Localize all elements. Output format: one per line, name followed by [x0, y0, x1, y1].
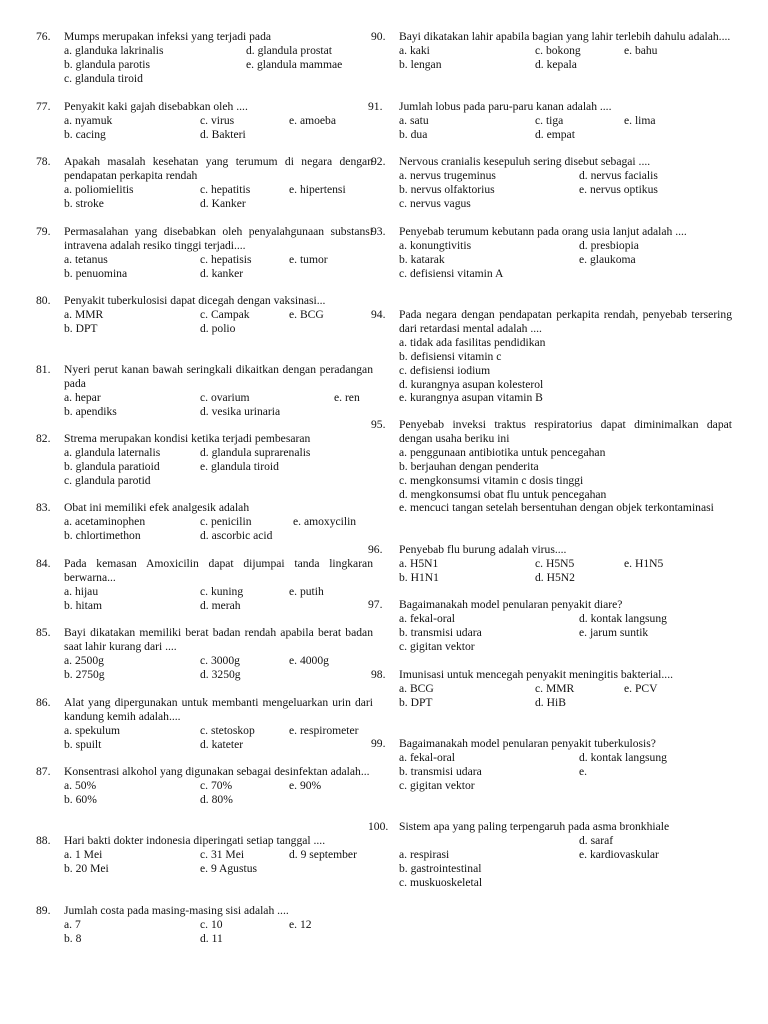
answer-option: b. glandula parotis: [64, 57, 150, 71]
answer-option: b. gastrointestinal: [399, 861, 482, 875]
answer-option: d. presbiopia: [579, 238, 639, 252]
question-100: [368, 820, 732, 890]
answer-option: d. kontak langsung: [579, 611, 667, 625]
answer-option: c. glandula parotid: [64, 473, 151, 487]
answer-option: c. hepatitis: [200, 182, 251, 196]
question-number: 89.: [36, 904, 51, 917]
answer-option: e. mencuci tangan setelah bersentuhan dengan objek terkontaminasi: [399, 501, 714, 515]
question-text: Jumlah lobus pada paru-paru kanan adalah ....: [399, 100, 612, 113]
answer-option: d. merah: [200, 598, 241, 612]
answer-option: b. 8: [64, 931, 82, 945]
question-88: [36, 834, 373, 876]
question-79: [36, 225, 373, 281]
question-text: Konsentrasi alkohol yang digunakan sebagai desinfektan adalah...: [64, 765, 370, 778]
answer-option: a. hepar: [64, 390, 101, 404]
question-text: Sistem apa yang paling terpengaruh pada asma bronkhiale: [399, 820, 670, 833]
question-number: 77.: [36, 100, 51, 113]
answer-option: e. H1N5: [624, 556, 664, 570]
question-text: Obat ini memiliki efek analgesik adalah: [64, 501, 250, 514]
answer-option: d. kateter: [200, 737, 244, 751]
answer-option: c. 31 Mei: [200, 847, 245, 861]
answer-option: c. bokong: [535, 43, 581, 57]
question-92: [371, 155, 732, 211]
answer-option: d. nervus facialis: [579, 168, 658, 182]
question-text: Penyebab inveksi traktus respiratorius dapat diminimalkan dapat dengan usaha beriku ini: [399, 418, 732, 445]
answer-option: e. 90%: [289, 778, 322, 792]
answer-option: c. defisiensi vitamin A: [399, 266, 504, 280]
question-number: 88.: [36, 834, 51, 847]
question-89: [36, 904, 373, 946]
answer-option: c. virus: [200, 113, 235, 127]
answer-option: b. cacing: [64, 127, 106, 141]
answer-option: b. nervus olfaktorius: [399, 182, 495, 196]
question-81: [36, 363, 373, 419]
answer-option: a. BCG: [399, 681, 434, 695]
question-text: Hari bakti dokter indonesia diperingati setiap tanggal ....: [64, 834, 326, 847]
question-90: [371, 30, 732, 72]
question-94: [371, 308, 732, 405]
answer-option: e. 12: [289, 917, 312, 931]
question-number: 87.: [36, 765, 51, 778]
answer-option: b. transmisi udara: [399, 625, 482, 639]
answer-option: a. hijau: [64, 584, 99, 598]
question-text: Jumlah costa pada masing-masing sisi adalah ....: [64, 904, 289, 917]
question-87: [36, 765, 373, 807]
answer-option: a. kaki: [399, 43, 430, 57]
question-84: [36, 557, 373, 613]
answer-option: a. tidak ada fasilitas pendidikan: [399, 335, 546, 349]
answer-option: d. mengkonsumsi obat flu untuk pencegahan: [399, 487, 607, 501]
answer-option: c. gigitan vektor: [399, 639, 475, 653]
answer-option: b. 20 Mei: [64, 861, 109, 875]
answer-option: b. chlortimethon: [64, 528, 141, 542]
answer-option: e. lima: [624, 113, 656, 127]
question-text: Bagaimanakah model penularan penyakit tuberkulosis?: [399, 737, 656, 750]
answer-option: a. spekulum: [64, 723, 121, 737]
answer-option: b. defisiensi vitamin c: [399, 349, 502, 363]
answer-option: c. 10: [200, 917, 223, 931]
answer-option: b. katarak: [399, 252, 445, 266]
answer-option: a. fekal-oral: [399, 750, 455, 764]
question-number: 85.: [36, 626, 51, 639]
question-97: [368, 598, 732, 654]
answer-option: d. H5N2: [535, 570, 575, 584]
answer-option: e. nervus optikus: [579, 182, 658, 196]
answer-option: c. 70%: [200, 778, 233, 792]
answer-option: e. 9 Agustus: [200, 861, 258, 875]
question-number: 93.: [371, 225, 386, 238]
question-number: 98.: [371, 668, 386, 681]
question-number: 92.: [371, 155, 386, 168]
answer-option: a. nyamuk: [64, 113, 113, 127]
answer-option: e. glandula tiroid: [200, 459, 279, 473]
answer-option: d. HiB: [535, 695, 566, 709]
answer-option: d. ascorbic acid: [200, 528, 273, 542]
answer-option: b. 60%: [64, 792, 97, 806]
answer-option: c. glandula tiroid: [64, 71, 143, 85]
answer-option: b. spuilt: [64, 737, 102, 751]
answer-option: b. penuomina: [64, 266, 128, 280]
question-text: Bayi dikatakan memiliki berat badan rendah apabila berat badan saat lahir kurang dari ....: [64, 626, 373, 653]
question-91: [368, 100, 732, 142]
answer-option: b. transmisi udara: [399, 764, 482, 778]
answer-option: d. kepala: [535, 57, 577, 71]
answer-option: b. DPT: [64, 321, 98, 335]
question-text: Penyebab terumum kebutann pada orang usia lanjut adalah ....: [399, 225, 687, 238]
answer-option: e. PCV: [624, 681, 658, 695]
answer-option: a. glanduka lakrinalis: [64, 43, 164, 57]
question-text: Penyakit kaki gajah disebabkan oleh ....: [64, 100, 248, 113]
question-text: Strema merupakan kondisi ketika terjadi pembesaran: [64, 432, 311, 445]
answer-option: e. amoeba: [289, 113, 336, 127]
answer-option: c. MMR: [535, 681, 575, 695]
answer-option: a. 7: [64, 917, 81, 931]
answer-option: b. apendiks: [64, 404, 117, 418]
answer-option: a. tetanus: [64, 252, 108, 266]
answer-option: a. nervus trugeminus: [399, 168, 496, 182]
question-text: Nyeri perut kanan bawah seringkali dikaitkan dengan peradangan pada: [64, 363, 373, 390]
question-number: 76.: [36, 30, 51, 43]
answer-option: d. 9 september: [289, 847, 357, 861]
answer-option: e.: [579, 764, 588, 778]
answer-option: e. glandula mammae: [246, 57, 343, 71]
answer-option: a. 2500g: [64, 653, 104, 667]
question-number: 78.: [36, 155, 51, 168]
answer-option: d. Bakteri: [200, 127, 246, 141]
answer-option: a. 50%: [64, 778, 97, 792]
question-number: 83.: [36, 501, 51, 514]
answer-option: d. glandula prostat: [246, 43, 332, 57]
answer-option: e. BCG: [289, 307, 324, 321]
question-number: 95.: [371, 418, 386, 431]
question-number: 81.: [36, 363, 51, 376]
answer-option: b. lengan: [399, 57, 442, 71]
question-text: Apakah masalah kesehatan yang terumum di negara dengan pendapatan perkapita rendah: [64, 155, 373, 182]
answer-option: b. stroke: [64, 196, 104, 210]
answer-option: d. polio: [200, 321, 236, 335]
question-number: 94.: [371, 308, 386, 321]
question-text: Mumps merupakan infeksi yang terjadi pada: [64, 30, 272, 43]
answer-option: c. nervus vagus: [399, 196, 471, 210]
question-95: [371, 418, 732, 515]
answer-option: b. dua: [399, 127, 428, 141]
answer-option: e. kardiovaskular: [579, 847, 659, 861]
answer-option: a. MMR: [64, 307, 104, 321]
question-text: Pada negara dengan pendapatan perkapita rendah, penyebab tersering dari retardasi mental adalah ....: [399, 308, 732, 335]
answer-option: e. glaukoma: [579, 252, 636, 266]
answer-option: c. penicilin: [200, 514, 252, 528]
answer-option: a. fekal-oral: [399, 611, 455, 625]
question-85: [36, 626, 373, 682]
answer-option: c. muskuoskeletal: [399, 875, 483, 889]
question-number: 82.: [36, 432, 51, 445]
answer-option: b. hitam: [64, 598, 102, 612]
answer-option: a. respirasi: [399, 847, 450, 861]
question-80: [36, 294, 373, 336]
question-76: [36, 30, 373, 86]
answer-option: c. H5N5: [535, 556, 575, 570]
answer-option: d. 11: [200, 931, 223, 945]
question-98: [371, 668, 732, 710]
answer-option: a. glandula laternalis: [64, 445, 161, 459]
answer-option: e. ren: [334, 390, 360, 404]
answer-option: e. tumor: [289, 252, 328, 266]
answer-option: e. 4000g: [289, 653, 329, 667]
answer-option: b. berjauhan dengan penderita: [399, 459, 539, 473]
answer-option: a. H5N1: [399, 556, 439, 570]
question-93: [371, 225, 732, 281]
question-text: Penyakit tuberkulosisi dapat dicegah dengan vaksinasi...: [64, 294, 326, 307]
question-86: [36, 696, 373, 752]
question-text: Penyebab flu burung adalah virus....: [399, 543, 567, 556]
answer-option: d. kontak langsung: [579, 750, 667, 764]
question-text: Bagaimanakah model penularan penyakit diare?: [399, 598, 623, 611]
question-number: 99.: [371, 737, 386, 750]
question-text: Bayi dikatakan lahir apabila bagian yang lahir terlebih dahulu adalah....: [399, 30, 731, 43]
answer-option: d. Kanker: [200, 196, 246, 210]
answer-option: c. 3000g: [200, 653, 240, 667]
answer-option: b. DPT: [399, 695, 433, 709]
question-text: Imunisasi untuk mencegah penyakit meningitis bakterial....: [399, 668, 673, 681]
answer-option: d. glandula suprarenalis: [200, 445, 311, 459]
answer-option: a. 1 Mei: [64, 847, 103, 861]
question-96: [368, 543, 732, 585]
answer-option: d. vesika urinaria: [200, 404, 281, 418]
answer-option: a. poliomielitis: [64, 182, 134, 196]
question-number: 86.: [36, 696, 51, 709]
answer-option: b. glandula paratioid: [64, 459, 160, 473]
answer-option: e. hipertensi: [289, 182, 346, 196]
answer-option: c. gigitan vektor: [399, 778, 475, 792]
question-number: 96.: [368, 543, 383, 556]
question-number: 97.: [368, 598, 383, 611]
answer-option: e. putih: [289, 584, 324, 598]
answer-option: a. acetaminophen: [64, 514, 146, 528]
answer-option: b. 2750g: [64, 667, 105, 681]
answer-option: c. kuning: [200, 584, 244, 598]
question-text: Nervous cranialis kesepuluh sering disebut sebagai ....: [399, 155, 651, 168]
answer-option: d. 3250g: [200, 667, 241, 681]
answer-option: a. satu: [399, 113, 429, 127]
question-83: [36, 501, 373, 543]
answer-option: e. amoxycilin: [293, 514, 357, 528]
question-78: [36, 155, 373, 211]
answer-option: a. konungtivitis: [399, 238, 472, 252]
question-number: 84.: [36, 557, 51, 570]
answer-option: e. bahu: [624, 43, 658, 57]
answer-option: c. mengkonsumsi vitamin c dosis tinggi: [399, 473, 584, 487]
answer-option: d. saraf: [579, 833, 614, 847]
answer-option: e. respirometer: [289, 723, 359, 737]
question-number: 100.: [368, 820, 389, 833]
question-number: 90.: [371, 30, 386, 43]
question-82: [36, 432, 373, 488]
question-77: [36, 100, 373, 142]
question-text: Alat yang dipergunakan untuk membanti mengeluarkan urin dari kandung kemih adalah....: [64, 696, 373, 723]
answer-option: c. Campak: [200, 307, 250, 321]
answer-option: c. tiga: [535, 113, 564, 127]
question-number: 79.: [36, 225, 51, 238]
answer-option: c. defisiensi iodium: [399, 363, 491, 377]
question-99: [371, 737, 732, 793]
question-number: 80.: [36, 294, 51, 307]
answer-option: d. 80%: [200, 792, 233, 806]
answer-option: c. stetoskop: [200, 723, 255, 737]
question-number: 91.: [368, 100, 383, 113]
answer-option: b. H1N1: [399, 570, 439, 584]
answer-option: a. penggunaan antibiotika untuk pencegahan: [399, 445, 606, 459]
question-text: Pada kemasan Amoxicilin dapat dijumpai tanda lingkaran berwarna...: [64, 557, 373, 584]
answer-option: c. hepatisis: [200, 252, 252, 266]
answer-option: d. kanker: [200, 266, 244, 280]
question-text: Permasalahan yang disebabkan oleh penyalahgunaan substansi intravena adalah resiko tinggi terjadi....: [64, 225, 373, 252]
answer-option: e. kurangnya asupan vitamin B: [399, 391, 543, 405]
answer-option: c. ovarium: [200, 390, 250, 404]
answer-option: d. empat: [535, 127, 575, 141]
answer-option: e. jarum suntik: [579, 625, 649, 639]
answer-option: d. kurangnya asupan kolesterol: [399, 377, 544, 391]
